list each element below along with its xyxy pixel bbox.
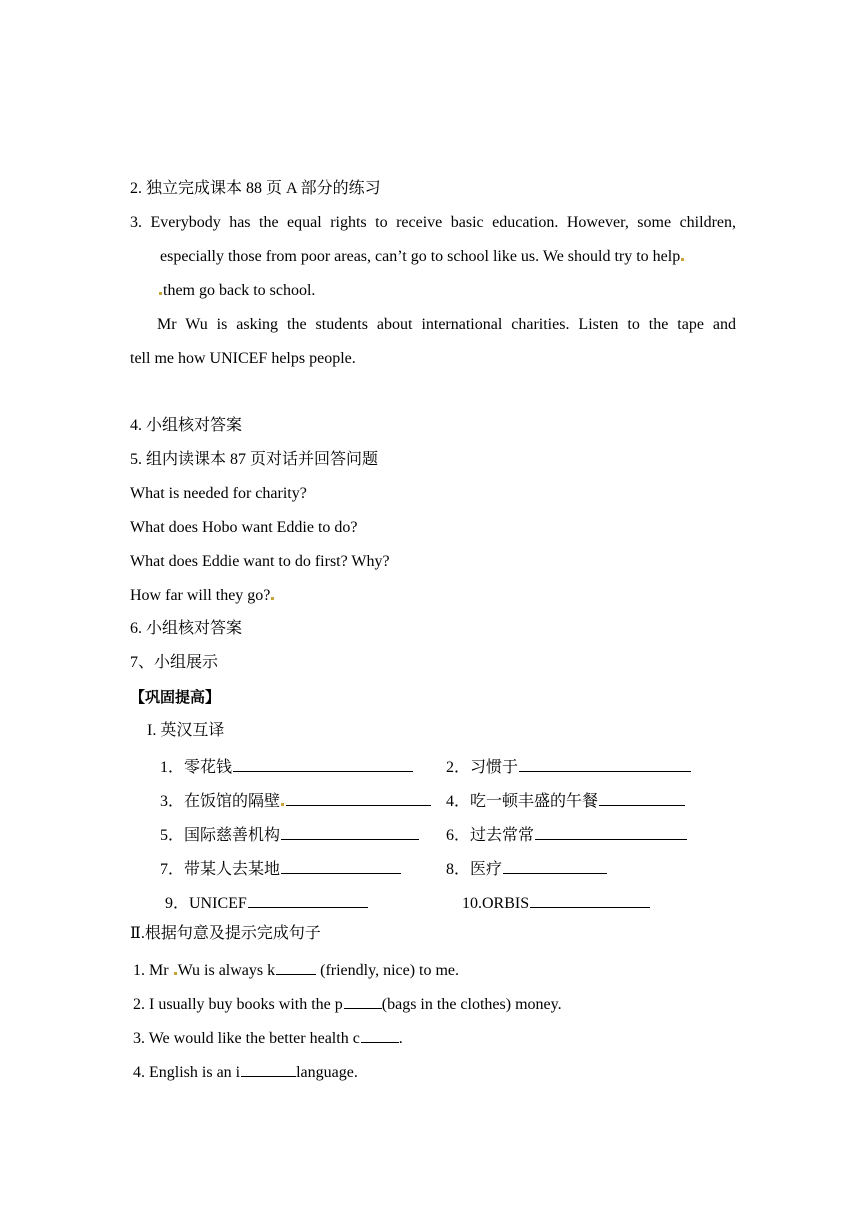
translate-8-label: 8．医疗 bbox=[446, 861, 503, 878]
edit-mark-icon bbox=[174, 972, 177, 975]
sentence-2 bbox=[133, 992, 562, 1012]
translate-1 bbox=[160, 755, 413, 778]
paragraph-text-1: Mr Wu is asking the students about international charities. Listen to the tape and bbox=[157, 316, 736, 333]
item-5: 5. 组内读课本 87 页对话并回答问题 bbox=[130, 451, 379, 468]
question-4 bbox=[130, 586, 275, 606]
item-7: 7、小组展示 bbox=[130, 654, 219, 671]
answer-blank[interactable] bbox=[599, 789, 685, 806]
translate-7-label: 7．带某人去某地 bbox=[160, 861, 281, 878]
translate-6 bbox=[446, 823, 687, 846]
sentence-2-middle: (bags i bbox=[381, 996, 425, 1013]
translate-8 bbox=[446, 857, 607, 880]
answer-blank[interactable] bbox=[503, 857, 607, 874]
translate-1-label: 1．零花钱 bbox=[160, 759, 233, 776]
sentence-3 bbox=[133, 1026, 403, 1046]
paragraph-line-2: tell me how UNICEF helps people. bbox=[130, 350, 356, 367]
sentence-3-end: . bbox=[398, 1030, 403, 1047]
answer-blank[interactable] bbox=[281, 857, 401, 874]
answer-blank[interactable] bbox=[286, 789, 431, 806]
translate-2-label: 2．习惯于 bbox=[446, 759, 519, 776]
question-2: What does Hobo want Eddie to do? bbox=[130, 519, 358, 536]
sentence-4 bbox=[133, 1060, 358, 1080]
section-heading: 【巩固提高】 bbox=[130, 688, 221, 706]
sentence-4-start: 4. English is an i bbox=[133, 1064, 241, 1081]
part-1-heading: I. 英汉互译 bbox=[147, 722, 225, 739]
translate-3-label: 3．在饭馆的隔壁 bbox=[160, 793, 281, 810]
item-4: 4. 小组核对答案 bbox=[130, 417, 243, 434]
item-3-text-3: them go back to school. bbox=[163, 282, 316, 299]
answer-blank[interactable] bbox=[361, 1026, 399, 1043]
part-2-heading: Ⅱ.根据句意及提示完成句子 bbox=[130, 925, 321, 942]
question-4-text: How far will they go? bbox=[130, 587, 271, 604]
sentence-2-end: n the clothes) money. bbox=[424, 996, 562, 1013]
answer-blank[interactable] bbox=[344, 992, 382, 1009]
translate-4 bbox=[446, 789, 685, 812]
sentence-4-end: language. bbox=[296, 1064, 358, 1081]
item-3-line-3 bbox=[158, 281, 315, 301]
sentence-1 bbox=[133, 958, 459, 978]
translate-10 bbox=[462, 891, 650, 914]
answer-blank[interactable] bbox=[233, 755, 413, 772]
translate-5-label: 5．国际慈善机构 bbox=[160, 827, 281, 844]
item-3-text-1: 3. Everybody has the equal rights to receive basic education. However, some children, bbox=[130, 214, 736, 231]
answer-blank[interactable] bbox=[248, 891, 368, 908]
paragraph-line-1 bbox=[157, 315, 736, 335]
sentence-2-start: 2. I usually buy books with the p bbox=[133, 996, 343, 1013]
translate-2 bbox=[446, 755, 691, 778]
edit-mark-icon bbox=[159, 292, 162, 295]
item-3-line-2 bbox=[160, 247, 685, 267]
translate-5 bbox=[160, 823, 419, 846]
translate-3 bbox=[160, 789, 431, 812]
sentence-1-middle: Wu is always k bbox=[177, 962, 276, 979]
answer-blank[interactable] bbox=[276, 958, 316, 975]
sentence-1-end: (friendly, nice) to me. bbox=[316, 962, 460, 979]
answer-blank[interactable] bbox=[281, 823, 419, 840]
sentence-1-start: 1. Mr bbox=[133, 962, 169, 979]
answer-blank[interactable] bbox=[535, 823, 687, 840]
translate-9-label: 9．UNICEF bbox=[165, 895, 247, 912]
item-3-line-1 bbox=[130, 213, 736, 233]
edit-mark-icon bbox=[271, 597, 274, 600]
answer-blank[interactable] bbox=[241, 1060, 296, 1077]
translate-10-label: 10.ORBIS bbox=[462, 895, 530, 912]
question-3: What does Eddie want to do first? Why? bbox=[130, 553, 390, 570]
sentence-3-start: 3. We would like the better health c bbox=[133, 1030, 360, 1047]
item-3-text-2: especially those from poor areas, can’t go to school like us. We should try to help bbox=[160, 248, 681, 265]
edit-mark-icon bbox=[681, 258, 684, 261]
item-2: 2. 独立完成课本 88 页 A 部分的练习 bbox=[130, 180, 381, 197]
translate-9 bbox=[165, 891, 368, 914]
edit-mark-icon bbox=[281, 803, 284, 806]
answer-blank[interactable] bbox=[530, 891, 650, 908]
translate-7 bbox=[160, 857, 401, 880]
question-1: What is needed for charity? bbox=[130, 485, 307, 502]
answer-blank[interactable] bbox=[519, 755, 691, 772]
item-6: 6. 小组核对答案 bbox=[130, 620, 243, 637]
translate-6-label: 6．过去常常 bbox=[446, 827, 535, 844]
translate-4-label: 4．吃一顿丰盛的午餐 bbox=[446, 793, 599, 810]
